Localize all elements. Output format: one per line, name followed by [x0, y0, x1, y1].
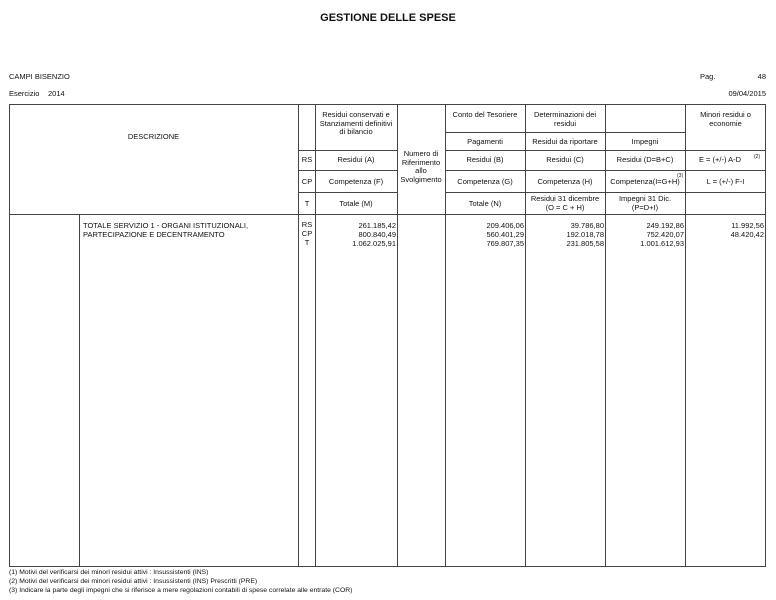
row-divider: [445, 132, 685, 133]
cell-col-e: 48.420,42: [730, 230, 764, 239]
header-competenza-i: Competenza(I=G+H): [610, 177, 680, 186]
cell-col-a: 800.840,49: [358, 230, 396, 239]
footnote-1: (1) Motivi del verificarsi dei minori residui attivi : Insussistenti (INS): [9, 569, 209, 576]
header-impegni-31-dic: Impegni 31 Dic.: [618, 194, 672, 203]
row-type: RS: [301, 220, 313, 229]
col-divider: [605, 104, 606, 567]
header-residui-a: Residui (A): [337, 155, 375, 164]
header-competenza-h: Competenza (H): [537, 177, 593, 186]
footnote-ref-2: (2): [754, 154, 761, 160]
print-date: 09/04/2015: [728, 89, 766, 98]
cell-col-d: 1.001.612,93: [640, 239, 684, 248]
cell-col-c: 39.786,80: [570, 221, 604, 230]
esercizio-value: 2014: [48, 89, 65, 98]
header-residui-d: Residui (D=B+C): [616, 155, 674, 164]
row-divider: [298, 192, 397, 193]
cell-col-a: 1.062.025,91: [352, 239, 396, 248]
row-divider: [298, 170, 397, 171]
row-divider: [298, 150, 397, 151]
row-divider: [445, 192, 766, 193]
header-e-formula: E = (+/-) A-D: [698, 155, 742, 164]
cell-col-d: 249.192,86: [646, 221, 684, 230]
header-competenza-g: Competenza (G): [457, 177, 513, 186]
header-numero-riferimento: Numero di Riferimento allo Svolgimento: [400, 149, 442, 184]
cell-col-d: 752.420,07: [646, 230, 684, 239]
cell-col-e: 11.992,56: [731, 221, 764, 230]
row-description-line1: TOTALE SERVIZIO 1 - ORGANI ISTITUZIONALI,: [83, 221, 249, 230]
footnote-ref-3: (3): [677, 173, 684, 179]
page-title: GESTIONE DELLE SPESE: [320, 12, 456, 24]
header-residui-da-riportare: Residui da riportare: [532, 137, 598, 146]
cell-col-c: 192.018,78: [566, 230, 604, 239]
label-t: T: [304, 199, 310, 208]
row-divider: [445, 170, 766, 171]
header-pagamenti: Pagamenti: [467, 137, 503, 146]
header-totale-m: Totale (M): [339, 199, 373, 208]
col-divider: [298, 104, 299, 567]
header-residui-31-formula: (O = C + H): [545, 203, 585, 212]
footnote-3: (3) Indicare la parte degli impegni che si riferisce a mere regolazioni contabili di spese correlate alle entrate (COR): [9, 587, 353, 594]
col-divider: [79, 214, 80, 567]
header-residui-b: Residui (B): [466, 155, 504, 164]
header-impegni-31-formula: (P=D+I): [631, 203, 659, 212]
footnote-2: (2) Motivi del verificarsi dei minori residui attivi : Insussistenti (INS) Prescritti (PRE): [9, 578, 258, 585]
label-cp: CP: [301, 177, 313, 186]
col-divider: [685, 104, 686, 567]
row-type: T: [304, 238, 310, 247]
header-l-formula: L = (+/-) F-I: [706, 177, 745, 186]
ente-name: CAMPI BISENZIO: [9, 72, 70, 81]
cell-col-b: 769.807,35: [486, 239, 524, 248]
header-minori-residui: Minori residui o economie: [700, 110, 751, 128]
cell-col-b: 209.406,06: [486, 221, 524, 230]
cell-col-c: 231.805,58: [566, 239, 604, 248]
row-description-line2: PARTECIPAZIONE E DECENTRAMENTO: [83, 230, 225, 239]
header-competenza-f: Competenza (F): [328, 177, 384, 186]
esercizio-label: Esercizio: [9, 89, 40, 98]
header-residui-conservati: Residui conservati e Stanziamenti definitivi di bilancio: [319, 110, 393, 136]
row-type: CP: [301, 229, 313, 238]
header-totale-n: Totale (N): [468, 199, 502, 208]
header-impegni: Impegni: [631, 137, 659, 146]
col-divider: [445, 104, 446, 567]
cell-col-a: 261.185,42: [358, 221, 396, 230]
row-divider: [9, 214, 766, 215]
row-divider: [445, 150, 766, 151]
header-determinazioni-residui: Determinazioni dei residui: [533, 110, 597, 128]
page-label: Pag.: [700, 72, 716, 81]
label-rs: RS: [301, 155, 313, 164]
col-divider: [525, 104, 526, 567]
header-residui-c: Residui (C): [546, 155, 584, 164]
header-conto-tesoriere: Conto del Tesoriere: [452, 110, 518, 119]
header-residui-31-dic: Residui 31 dicembre: [530, 194, 600, 203]
header-descrizione: DESCRIZIONE: [127, 132, 180, 141]
page-number: 48: [757, 72, 766, 81]
table-frame: [9, 104, 766, 567]
col-divider: [315, 104, 316, 567]
cell-col-b: 560.401,29: [486, 230, 524, 239]
